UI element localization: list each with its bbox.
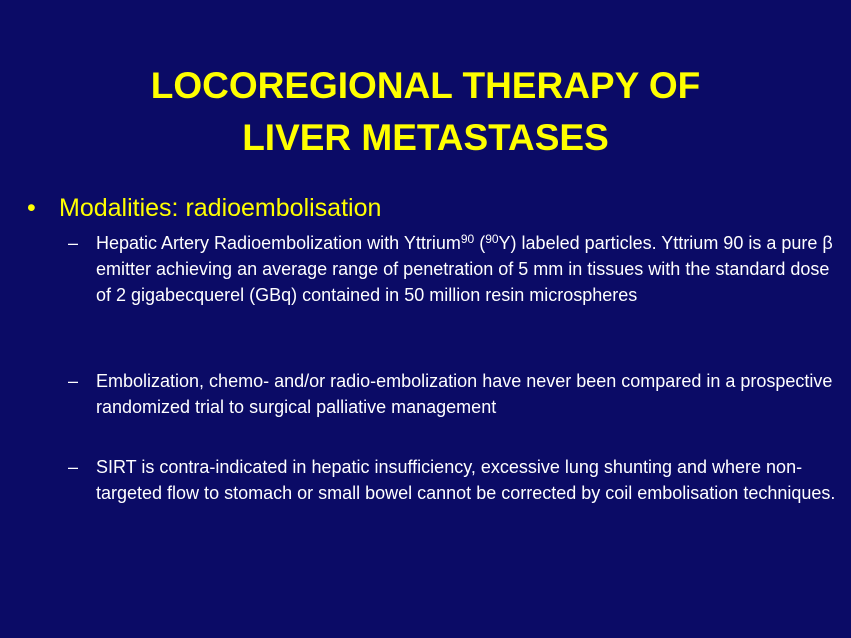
superscript-90: 90	[460, 232, 475, 246]
bullet-marker: •	[27, 194, 36, 222]
superscript-90: 90	[485, 232, 499, 246]
sub-bullet-1-part-1: Hepatic Artery Radioembolization with Yttrium	[96, 233, 461, 253]
sub-bullet-3	[68, 454, 838, 506]
sub-bullet-1-text	[96, 230, 838, 308]
slide-title-line-1: LOCOREGIONAL THERAPY OF	[150, 65, 701, 106]
slide-title-line-2: LIVER METASTASES	[242, 117, 609, 158]
sub-bullet-3-text: SIRT is contra-indicated in hepatic insufficiency, excessive lung shunting and where non-targeted flow to stomach or small bowel cannot be corrected by coil embolisation techniques.	[96, 457, 836, 503]
sub-bullet-marker: –	[68, 233, 79, 253]
sub-bullet-1-part-2: (	[474, 233, 486, 253]
slide-title	[0, 60, 851, 164]
sub-bullet-1-part-3: Y) labeled particles. Yttrium 90 is a pure β emitter achieving an average range of penetration of 5 mm in tissues with the standard dose of 2 gigabecquerel (GBq) contained in 50 million resin microspheres	[96, 233, 833, 305]
main-bullet-text: Modalities: radioembolisation	[59, 194, 382, 222]
sub-bullet-2-text: Embolization, chemo- and/or radio-embolization have never been compared in a prospective randomized trial to surgical palliative management	[96, 371, 833, 417]
sub-bullet-1	[68, 230, 838, 308]
sub-bullet-marker: –	[68, 457, 79, 477]
sub-bullet-2	[68, 368, 838, 420]
sub-bullet-marker: –	[68, 371, 79, 391]
main-bullet	[27, 192, 381, 224]
